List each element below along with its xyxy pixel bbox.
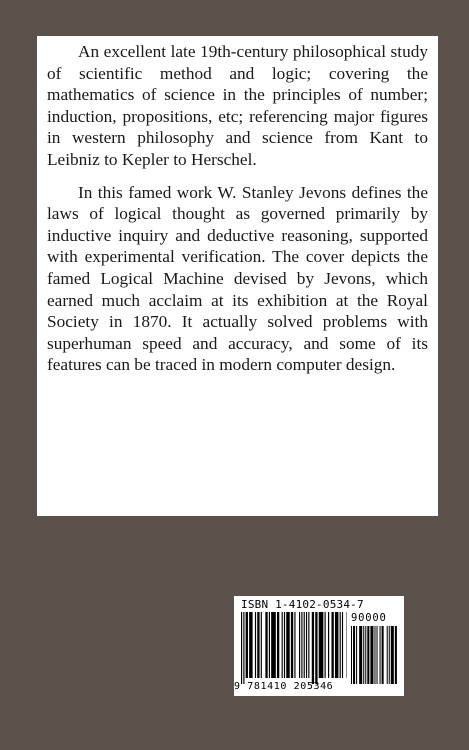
- barcode-bar: [294, 612, 295, 678]
- barcode-bar: [356, 626, 357, 684]
- barcode-bar: [331, 612, 333, 678]
- barcode-bar: [246, 612, 248, 678]
- barcode-bar: [353, 626, 355, 684]
- barcode-bar: [291, 612, 293, 678]
- description-paragraph-1: An excellent late 19th-century philosophical study of scientific method and logic; covering the mathematics of science in the principles of number; induction, propositions, etc; referencing major figures in western philosophy and science from Kant to Leibniz to Kepler to Herschel.: [47, 42, 428, 169]
- barcode-bar: [389, 626, 390, 684]
- barcode-bar: [257, 612, 259, 678]
- barcode-bar: [312, 612, 314, 684]
- barcode-bar: [265, 612, 267, 678]
- barcode-bar: [367, 626, 369, 684]
- barcode-bar: [261, 612, 262, 678]
- barcode-bar: [304, 612, 305, 678]
- barcode-bar: [271, 612, 276, 678]
- barcode-bar: [286, 612, 289, 678]
- barcode-bar: [277, 612, 279, 678]
- barcode-bar: [269, 612, 270, 678]
- barcode-bar: [299, 612, 300, 678]
- barcode-bar: [308, 612, 309, 678]
- barcode-bar: [380, 626, 381, 684]
- barcode-bar: [243, 612, 244, 684]
- barcode-bar: [374, 626, 375, 684]
- barcode-bar: [395, 626, 397, 684]
- ean-digits: 9 781410 205346: [234, 681, 334, 692]
- barcode-bar: [335, 612, 338, 678]
- barcode-bar: [315, 612, 317, 684]
- barcode-bar: [365, 626, 366, 684]
- description-panel: [37, 36, 438, 516]
- barcode-bar: [363, 626, 364, 684]
- barcode-bar: [301, 612, 302, 678]
- barcode-bar: [255, 612, 256, 678]
- description-paragraph-2: In this famed work W. Stanley Jevons defines the laws of logical thought as governed primarily by inductive inquiry and deductive reasoning, supported with experimental verification. The cover depicts the famed Logical Machine devised by Jevons, which earned much acclaim at its exhibition at the Royal Society in 1870. It actually solved problems with superhuman speed and accuracy, and some of its features can be traced in modern computer design.: [47, 182, 428, 375]
- barcode-bar: [351, 626, 352, 684]
- barcode-bar: [382, 626, 384, 684]
- isbn-barcode: [234, 596, 404, 696]
- barcode-bar: [282, 612, 283, 678]
- barcode-bar: [249, 612, 252, 678]
- addon-barcode-bars: [351, 626, 399, 684]
- barcode-bar: [387, 626, 388, 684]
- price-code: 90000: [351, 612, 387, 624]
- barcode-bar: [306, 612, 307, 678]
- barcode-bar: [241, 612, 242, 684]
- barcode-bar: [391, 626, 394, 684]
- barcode-bar: [319, 612, 324, 678]
- barcode-bar: [342, 612, 343, 678]
- ean-barcode-bars: [241, 612, 347, 684]
- barcode-bar: [377, 626, 378, 684]
- barcode-bar: [340, 612, 341, 678]
- barcode-bar: [284, 612, 285, 678]
- barcode-bar: [359, 626, 362, 684]
- isbn-number: ISBN 1-4102-0534-7: [241, 598, 364, 611]
- barcode-bar: [370, 626, 373, 684]
- barcode-bar: [325, 612, 326, 678]
- barcode-bar: [328, 612, 329, 678]
